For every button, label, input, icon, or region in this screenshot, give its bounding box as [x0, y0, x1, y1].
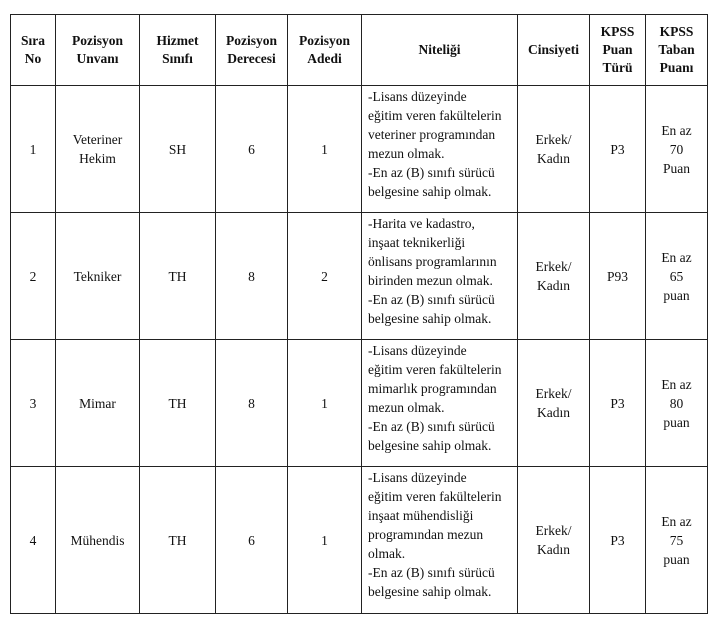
cell-cinsiyet: Erkek/ Kadın — [518, 86, 590, 213]
header-pozisyon-unvani: Pozisyon Unvanı — [56, 15, 140, 86]
cell-cinsiyet: Erkek/ Kadın — [518, 467, 590, 614]
cell-nitelik: -Lisans düzeyinde eğitim veren fakültelerin veteriner programından mezun olmak. -En az (B) sınıfı sürücü belgesine sahip olmak. — [362, 86, 518, 213]
cell-adet: 1 — [288, 86, 362, 213]
cell-derece: 8 — [216, 340, 288, 467]
cell-no: 3 — [11, 340, 56, 467]
header-niteligi: Niteliği — [362, 15, 518, 86]
cell-adet: 2 — [288, 213, 362, 340]
table-row — [11, 213, 708, 340]
header-sira-no: Sıra No — [11, 15, 56, 86]
cell-derece: 8 — [216, 213, 288, 340]
cell-cinsiyet: Erkek/ Kadın — [518, 213, 590, 340]
cell-unvan: Mimar — [56, 340, 140, 467]
cell-derece: 6 — [216, 86, 288, 213]
cell-sinif: TH — [140, 340, 216, 467]
cell-taban-puan: En az 65 puan — [646, 213, 708, 340]
cell-nitelik: -Harita ve kadastro, inşaat teknikerliği önlisans programlarının birinden mezun olmak. -En az (B) sınıfı sürücü belgesine sahip olmak. — [362, 213, 518, 340]
cell-derece: 6 — [216, 467, 288, 614]
cell-sinif: TH — [140, 467, 216, 614]
cell-sinif: TH — [140, 213, 216, 340]
cell-puan-turu: P3 — [590, 467, 646, 614]
cell-nitelik: -Lisans düzeyinde eğitim veren fakültelerin mimarlık programından mezun olmak. -En az (B) sınıfı sürücü belgesine sahip olmak. — [362, 340, 518, 467]
cell-puan-turu: P3 — [590, 340, 646, 467]
cell-adet: 1 — [288, 340, 362, 467]
position-table — [10, 14, 708, 614]
cell-no: 4 — [11, 467, 56, 614]
cell-adet: 1 — [288, 467, 362, 614]
table-row — [11, 86, 708, 213]
cell-unvan: Tekniker — [56, 213, 140, 340]
header-cinsiyeti: Cinsiyeti — [518, 15, 590, 86]
table-row — [11, 340, 708, 467]
cell-unvan: Veteriner Hekim — [56, 86, 140, 213]
cell-taban-puan: En az 80 puan — [646, 340, 708, 467]
document-page — [10, 14, 708, 614]
cell-nitelik: -Lisans düzeyinde eğitim veren fakültelerin inşaat mühendisliği programından mezun olmak. -En az (B) sınıfı sürücü belgesine sahip olmak. — [362, 467, 518, 614]
header-pozisyon-adedi: Pozisyon Adedi — [288, 15, 362, 86]
cell-unvan: Mühendis — [56, 467, 140, 614]
header-kpss-taban-puani: KPSS Taban Puanı — [646, 15, 708, 86]
cell-no: 1 — [11, 86, 56, 213]
header-hizmet-sinifi: Hizmet Sınıfı — [140, 15, 216, 86]
cell-puan-turu: P3 — [590, 86, 646, 213]
cell-taban-puan: En az 75 puan — [646, 467, 708, 614]
header-row — [11, 15, 708, 86]
cell-sinif: SH — [140, 86, 216, 213]
cell-taban-puan: En az 70 Puan — [646, 86, 708, 213]
header-kpss-puan-turu: KPSS Puan Türü — [590, 15, 646, 86]
header-pozisyon-derecesi: Pozisyon Derecesi — [216, 15, 288, 86]
cell-puan-turu: P93 — [590, 213, 646, 340]
cell-cinsiyet: Erkek/ Kadın — [518, 340, 590, 467]
cell-no: 2 — [11, 213, 56, 340]
table-row — [11, 467, 708, 614]
